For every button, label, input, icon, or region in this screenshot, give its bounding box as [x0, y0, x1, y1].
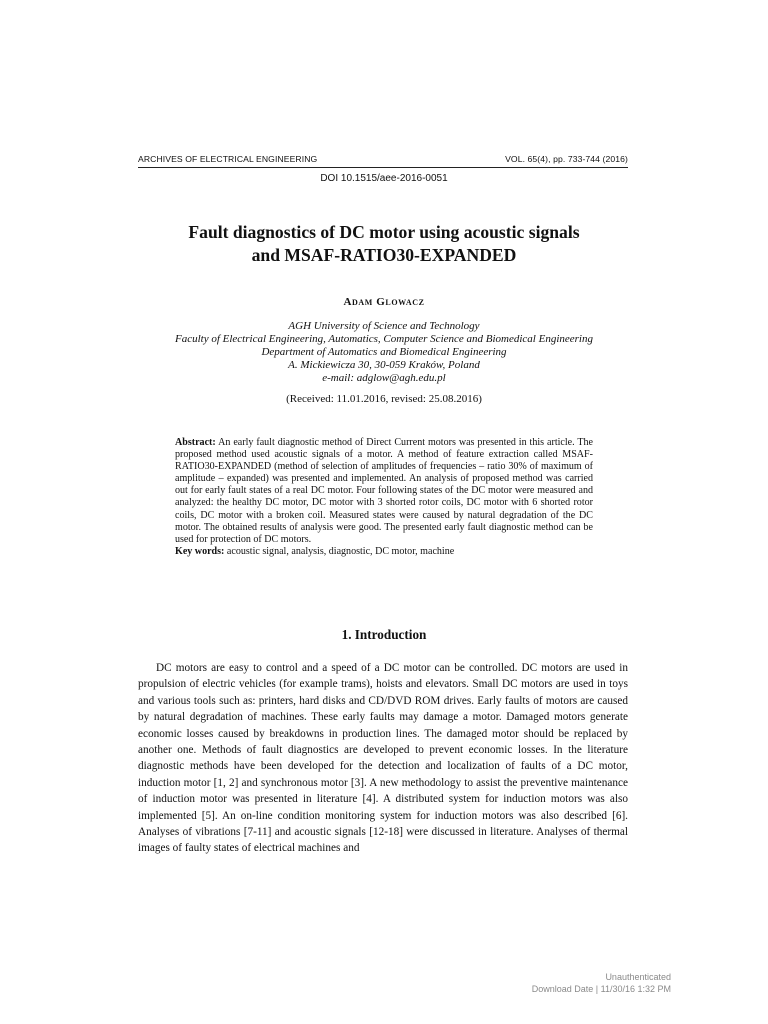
- keywords-paragraph: [175, 546, 593, 558]
- abstract-label: Abstract:: [175, 437, 216, 448]
- footer-download-date: Download Date | 11/30/16 1:32 PM: [531, 984, 671, 994]
- title-line-1: Fault diagnostics of DC motor using acoustic signals: [188, 222, 580, 242]
- affiliation-block: [120, 320, 648, 385]
- affiliation-department: Department of Automatics and Biomedical Engineering: [261, 345, 507, 358]
- author-name: Adam Glowacz: [343, 296, 425, 308]
- volume-info: VOL. 65(4), pp. 733-744 (2016): [505, 154, 628, 164]
- keywords-text: acoustic signal, analysis, diagnostic, DC motor, machine: [226, 545, 455, 557]
- paper-title: [110, 221, 658, 267]
- abstract-text: An early fault diagnostic method of Direct Current motors was presented in this article. The proposed method used acoustic signals of a motor. A method of feature extraction called MSAF-RATIO30-EXPANDED (method of selection of amplitudes of frequencies – ratio 30% of maximum of amplitude – expanded) was presented and implemented. An analysis of proposed method was carried out for early fault states of a real DC motor. Four following states of the DC motor were measured and analyzed: the healthy DC motor, DC motor with 3 shorted rotor coils, DC motor with 6 shorted rotor coils, DC motor with a broken coil. Measured states were caused by natural degradation of the DC motor. The obtained results of analysis were good. The presented early fault diagnostic method can be used for protection of DC motors.: [175, 437, 593, 545]
- abstract: [175, 437, 593, 558]
- affiliation-address: A. Mickiewicza 30, 30-059 Kraków, Poland: [288, 358, 480, 371]
- journal-name: ARCHIVES OF ELECTRICAL ENGINEERING: [138, 154, 318, 164]
- doi: DOI 10.1515/aee-2016-0051: [320, 173, 448, 184]
- title-line-2: and MSAF-RATIO30-EXPANDED: [251, 245, 517, 265]
- affiliation-university: AGH University of Science and Technology: [288, 320, 480, 332]
- section-heading: 1. Introduction: [341, 627, 427, 642]
- abstract-paragraph: [175, 437, 593, 546]
- affiliation-faculty: Faculty of Electrical Engineering, Automatics, Computer Science and Biomedical Engineering: [174, 332, 593, 345]
- footer-auth-status: Unauthenticated: [605, 972, 671, 982]
- received-dates: (Received: 11.01.2016, revised: 25.08.2016): [286, 393, 482, 405]
- keywords-label: Key words:: [175, 545, 225, 557]
- running-header: [138, 154, 628, 168]
- author-email: e-mail: adglow@agh.edu.pl: [322, 371, 446, 384]
- introduction-paragraph: DC motors are easy to control and a speed of a DC motor can be controlled. DC motors are used in propulsion of electric vehicles (for example trams), hoists and elevators. Small DC motors are used in toys and various tools such as: printers, hard disks and CD/DVD ROM drives. Early faults of motors are caused by natural degradation of machines. These early faults may damage a motor. Damaged motors generate economic losses caused by breakdowns in production lines. The damaged motor should be replaced by another one. Methods of fault diagnostics are developed to prevent economic losses. In the literature diagnostic methods have been developed for the detection and localization of faults of a DC motor, induction motor [1, 2] and synchronous motor [3]. A new methodology to assist the preventive maintenance of induction motor was presented in literature [4]. A distributed system for induction motors was also implemented [5]. An on-line condition monitoring system for induction motors was also described [6]. Analyses of vibrations [7-11] and acoustic signals [12-18] were discussed in literature. Analyses of thermal images of faulty states of electrical machines and: [138, 662, 628, 855]
- download-footer: [532, 971, 671, 995]
